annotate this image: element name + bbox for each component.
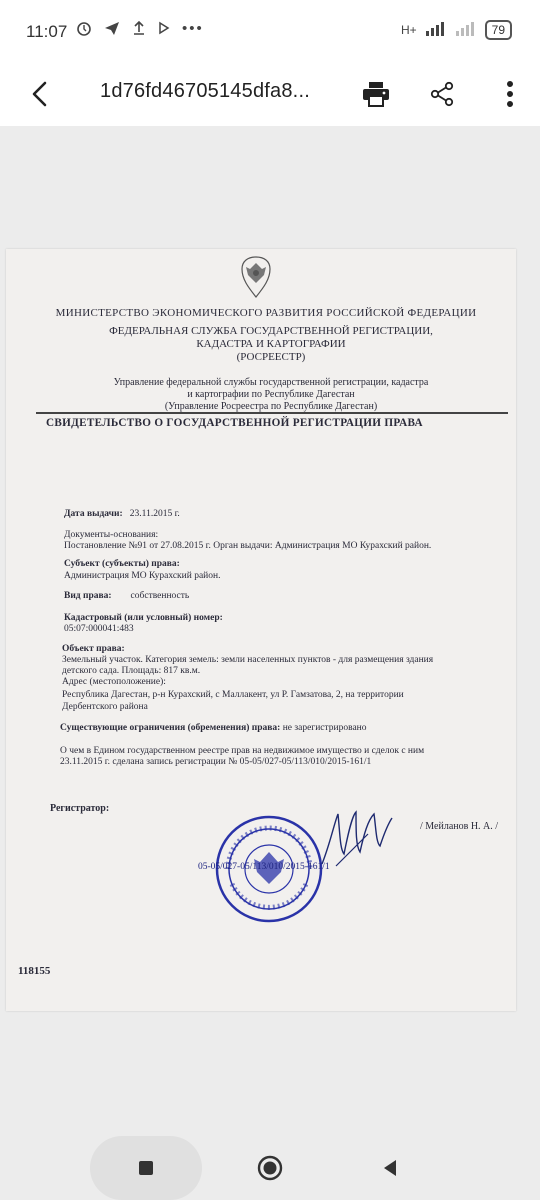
header-department: Управление федеральной службы государственной регистрации, кадастра и картографии по Республике Дагестан (Управление Росреестра по Республике Дагестан) xyxy=(113,377,429,412)
cadastral-label: Кадастровый (или условный) номер: xyxy=(64,613,223,623)
basis-value: Постановление №91 от 27.08.2015 г. Орган выдачи: Администрация МО Курахский район. xyxy=(64,541,432,551)
back-button[interactable] xyxy=(20,72,60,116)
certificate-title: СВИДЕТЕЛЬСТВО О ГОСУДАРСТВЕННОЙ РЕГИСТРАЦИИ ПРАВА xyxy=(46,417,423,429)
status-system-icons xyxy=(401,20,512,40)
network-type: H+ xyxy=(400,23,417,37)
back-triangle-icon xyxy=(380,1158,400,1178)
header-service: ФЕДЕРАЛЬНАЯ СЛУЖБА ГОСУДАРСТВЕННОЙ РЕГИСТРАЦИИ, КАДАСТРА И КАРТОГРАФИИ (РОСРЕЕСТР) xyxy=(109,325,433,363)
more-vert-icon xyxy=(506,80,514,108)
registry-line-2: 23.11.2015 г. сделана запись регистрации № 05-05/027-05/113/010/2015-161/1 xyxy=(60,757,372,767)
system-back-button[interactable] xyxy=(372,1150,408,1186)
home-circle-icon xyxy=(257,1155,283,1181)
right-type-row: Вид права: собственность xyxy=(64,591,190,601)
recents-button[interactable] xyxy=(128,1150,164,1186)
registry-line-1: О чем в Едином государственном реестре прав на недвижимое имущество и сделок с ним xyxy=(60,746,425,756)
object-line-1: Земельный участок. Категория земель: земли населенных пунктов - для размещения здания xyxy=(62,655,434,665)
basis-label: Документы-основания: xyxy=(64,530,159,540)
alarm-icon xyxy=(76,20,92,40)
document-title: 1d76fd46705145dfa8... xyxy=(100,80,310,102)
document-viewer[interactable] xyxy=(0,126,540,1136)
document-page xyxy=(6,249,516,1011)
issue-date-row: Дата выдачи: 23.11.2015 г. xyxy=(64,509,180,519)
recents-square-icon xyxy=(137,1159,155,1177)
object-line-2: детского сада. Площадь: 817 кв.м. xyxy=(62,666,201,676)
coat-of-arms-icon xyxy=(236,253,276,301)
object-line-4: Республика Дагестан, р-н Курахский, с Маллакент, ул Р. Гамзатова, 2, на территории xyxy=(62,690,404,700)
navigation-bar xyxy=(0,1136,540,1200)
app-bar xyxy=(0,62,540,126)
cadastral-value: 05:07:000041:483 xyxy=(64,624,134,634)
status-bar xyxy=(0,0,540,62)
signature-icon xyxy=(316,794,396,874)
back-arrow-icon xyxy=(29,80,51,108)
registrar-name: / Мейланов Н. А. / xyxy=(420,821,499,832)
subject-label: Субъект (субъекты) права: xyxy=(64,559,180,569)
document-number: 118155 xyxy=(18,965,51,977)
print-button[interactable] xyxy=(356,74,396,114)
object-label: Объект права: xyxy=(62,644,125,654)
telegram-icon xyxy=(104,20,120,40)
status-notification-icons xyxy=(76,20,204,40)
status-time: 11:07 xyxy=(26,22,68,41)
more-notifications-icon: ••• xyxy=(182,20,204,37)
battery-indicator: 79 xyxy=(485,20,512,40)
signal-2-icon xyxy=(455,22,477,39)
signal-icon xyxy=(425,22,447,39)
play-icon xyxy=(158,20,170,40)
object-line-3: Адрес (местоположение): xyxy=(62,677,166,687)
print-icon xyxy=(362,81,390,107)
stamp-number: 05-05/027-05/113/010/2015-161/1 xyxy=(198,862,330,872)
more-options-button[interactable] xyxy=(490,74,530,114)
object-line-5: Дербентского района xyxy=(62,702,148,712)
share-button[interactable] xyxy=(422,74,462,114)
registrar-label: Регистратор: xyxy=(50,803,110,814)
encumbrance-row: Существующие ограничения (обременения) права: не зарегистрировано xyxy=(60,723,367,733)
home-button[interactable] xyxy=(252,1150,288,1186)
subject-value: Администрация МО Курахский район. xyxy=(64,571,221,581)
share-icon xyxy=(429,81,455,107)
header-ministry: МИНИСТЕРСТВО ЭКОНОМИЧЕСКОГО РАЗВИТИЯ РОССИЙСКОЙ ФЕДЕРАЦИИ xyxy=(55,307,477,319)
upload-icon xyxy=(132,20,146,40)
header-divider xyxy=(36,412,508,414)
